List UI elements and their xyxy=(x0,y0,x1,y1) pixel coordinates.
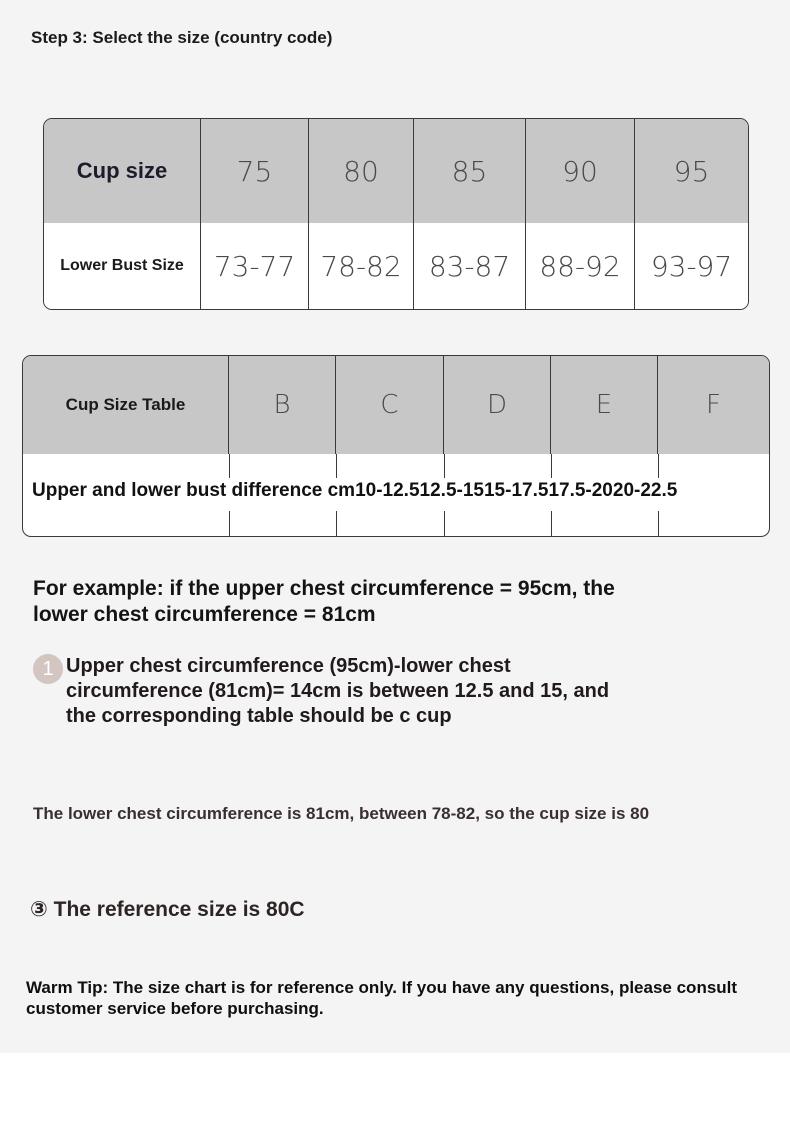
step-two-text: The lower chest circumference is 81cm, between 78-82, so the cup size is 80 xyxy=(33,804,650,823)
table-cell: C xyxy=(336,356,444,454)
table-cell: B xyxy=(229,356,336,454)
column-divider xyxy=(336,454,337,478)
table-cell: 95 xyxy=(673,154,710,188)
table-cell: 15-17.5 xyxy=(483,480,549,501)
table-cell: E xyxy=(551,356,658,454)
table-row xyxy=(44,223,748,309)
table-header-label: Cup size xyxy=(44,119,201,223)
step-one-text: Upper chest circumference (95cm)-lower chest circumference (81cm)= 14cm is between 12.5 and 15, and the corresponding table should be c cup xyxy=(66,655,610,727)
column-divider xyxy=(229,454,230,478)
column-divider xyxy=(229,511,230,536)
column-divider xyxy=(551,511,552,536)
table-cell: 10-12.5 xyxy=(355,480,420,501)
table-cell: 12.5-15 xyxy=(419,480,484,501)
table-cell: D xyxy=(444,356,551,454)
example-text: For example: if the upper chest circumference = 95cm, the lower chest circumference = 81cm xyxy=(33,577,615,626)
table-row xyxy=(23,356,769,454)
table-row xyxy=(44,119,748,223)
table-cell: F xyxy=(706,390,721,420)
column-divider xyxy=(444,511,445,536)
step-number-badge: 1 xyxy=(33,654,63,684)
column-divider xyxy=(658,454,659,478)
table-cell: 93-97 xyxy=(650,249,733,283)
warm-tip: Warm Tip: The size chart is for reference only. If you have any questions, please consult customer service before purchasing. xyxy=(26,978,738,1018)
table-header-label: Cup Size Table xyxy=(23,356,229,454)
table-row-label: Upper and lower bust difference cm xyxy=(32,480,356,501)
column-divider xyxy=(658,511,659,536)
table-cell: 80 xyxy=(309,119,414,223)
cup-size-lower-bust-table xyxy=(43,118,749,310)
table-cell: 90 xyxy=(526,119,635,223)
table-cell: 85 xyxy=(414,119,526,223)
table-cell: 20-22.5 xyxy=(612,480,678,501)
table-cell: 73-77 xyxy=(201,223,309,309)
table-cell: 88-92 xyxy=(526,223,635,309)
table-cell: 78-82 xyxy=(309,223,414,309)
table-cell: 17.5-20 xyxy=(548,480,613,501)
column-divider xyxy=(444,454,445,478)
step-title: Step 3: Select the size (country code) xyxy=(31,28,333,47)
column-divider xyxy=(336,511,337,536)
table-row xyxy=(32,480,770,502)
column-divider xyxy=(551,454,552,478)
table-row-label: Lower Bust Size xyxy=(44,223,201,309)
table-cell: 75 xyxy=(201,119,309,223)
cup-size-difference-table xyxy=(22,355,770,537)
table-cell: 83-87 xyxy=(414,223,526,309)
step-three-text: ③ The reference size is 80C xyxy=(30,898,305,921)
